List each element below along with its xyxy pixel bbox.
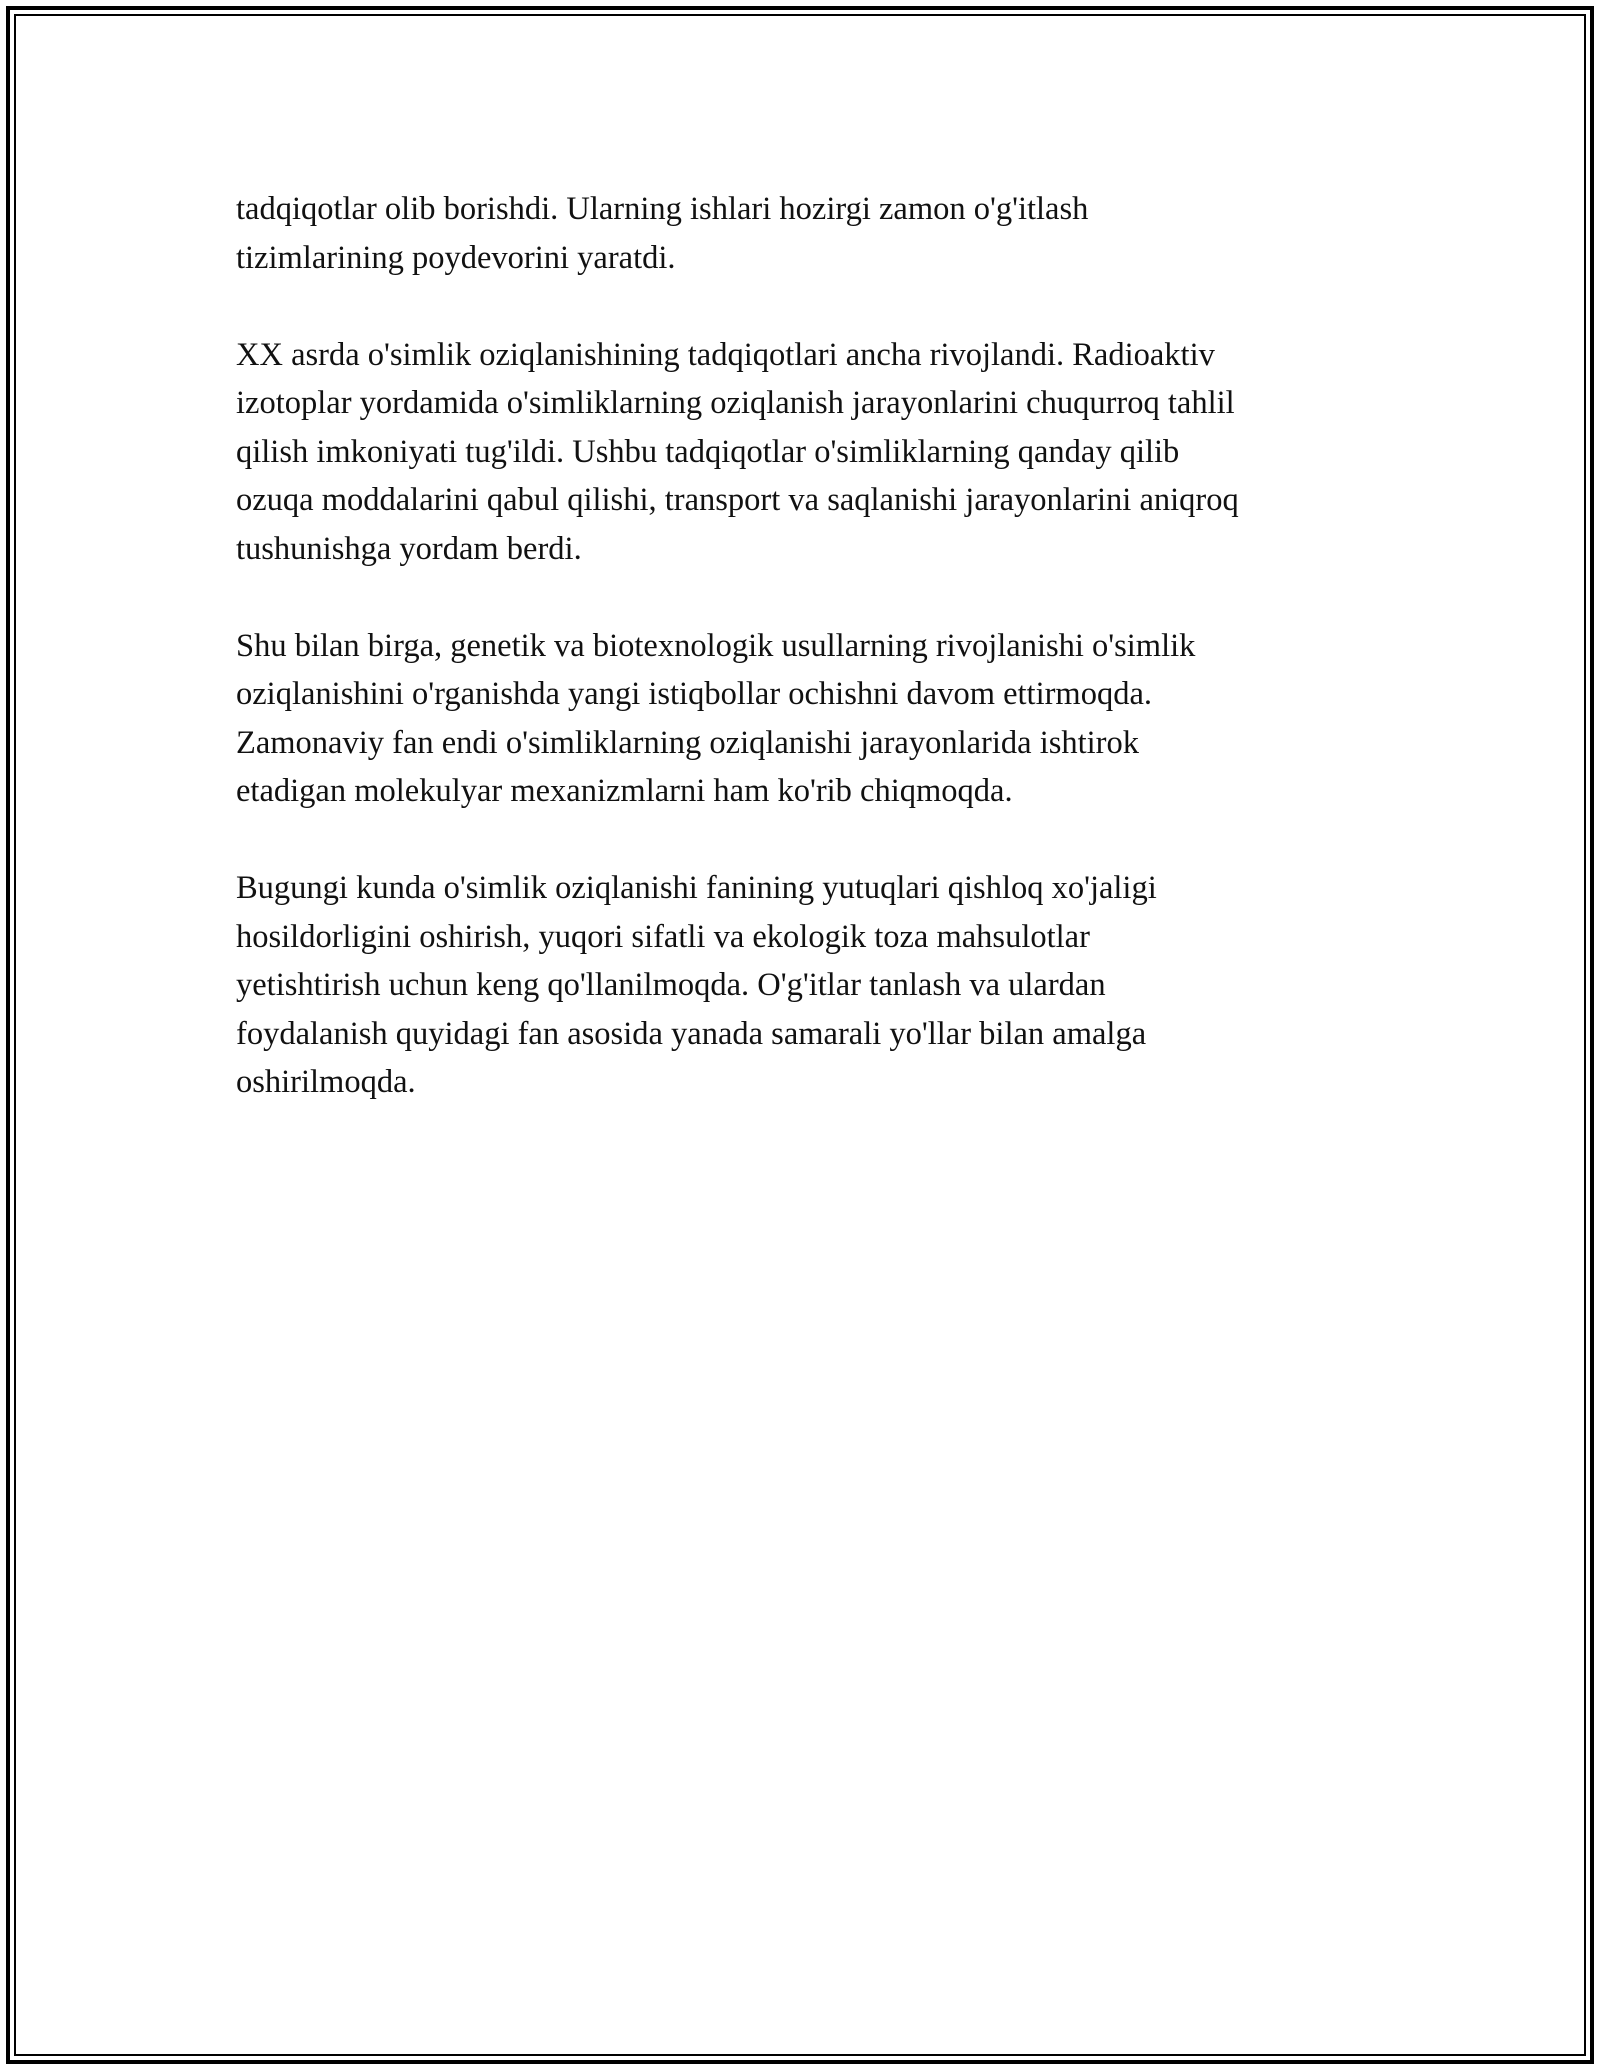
paragraph-4: Bugungi kunda o'simlik oziqlanishi fanining yutuqlari qishloq xo'jaligi hosildorligini oshirish, yuqori sifatli va ekologik toza mahsulotlar yetishtirish uchun keng qo'llanilmoqda. O'g'itlar tanlash va ulardan foydalanish quyidagi fan asosida yanada samarali yo'llar bilan amalga oshirilmoqda. [236,870,1157,1100]
paragraph-1: tadqiqotlar olib borishdi. Ularning ishlari hozirgi zamon o'g'itlash tizimlarining poydevorini yaratdi. [236,191,1089,276]
paragraph-2: XX asrda o'simlik oziqlanishining tadqiqotlari ancha rivojlandi. Radioaktiv izotoplar yordamida o'simliklarning oziqlanish jarayonlarini chuqurroq tahlil qilish imkoniyati tug'ildi. Ushbu tadqiqotlar o'simliklarning qanday qilib ozuqa moddalarini qabul qilishi, transport va saqlanishi jarayonlarini aniqroq tushunishga yordam berdi. [236,336,1239,567]
document-body [236,185,1396,1155]
paragraph-3: Shu bilan birga, genetik va biotexnologik usullarning rivojlanishi o'simlik oziqlanishini o'rganishda yangi istiqbollar ochishni davom ettirmoqda. Zamonaviy fan endi o'simliklarning oziqlanishi jarayonlarida ishtirok etadigan molekulyar mexanizmlarni ham ko'rib chiqmoqda. [236,627,1196,809]
